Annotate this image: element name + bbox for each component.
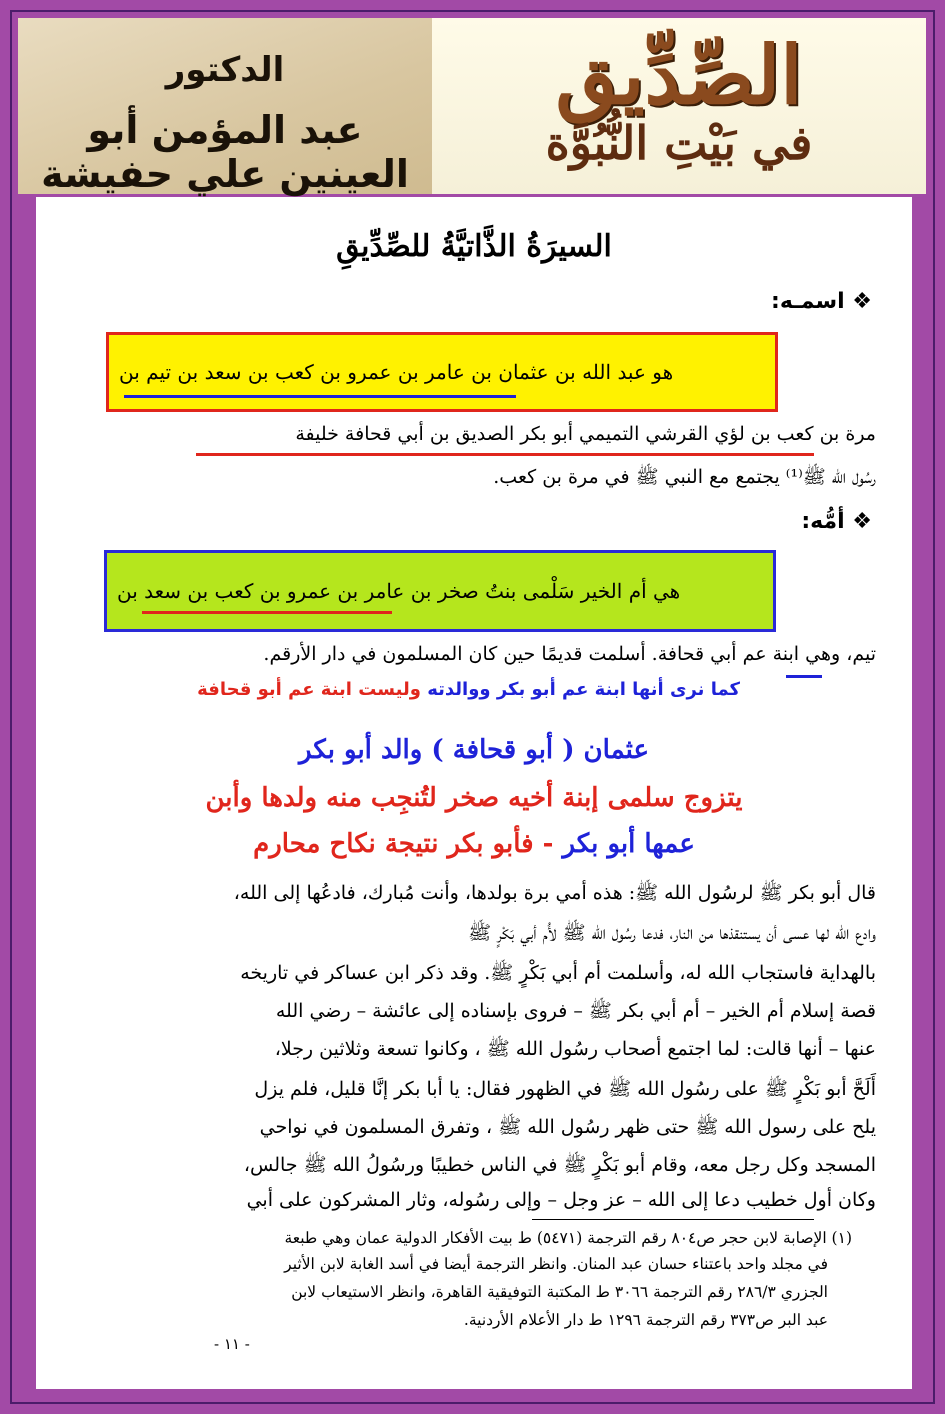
name-section-label: ❖ اسمـه: [771, 289, 872, 314]
book-title-banner [432, 18, 926, 194]
body-line-2: وادع الله لها عسى أن يستنقذها من النار، فدعا رسُول الله ﷺ لأُم أبي بَكْرٍ ﷺ [468, 922, 876, 944]
body-line-1: قال أبو بكر ﷺ لرسُول الله ﷺ: هذه أمي برة بولدها، وأنت مُبارك، فادعُها إلى الله، [233, 882, 876, 904]
body-line-4: قصة إسلام أم الخير – أم أبي بكر ﷺ – فروى بإسناده إلى عائشة – رضي الله [275, 1000, 876, 1022]
body-line-9: وكان أول خطيب دعا إلى الله – عز وجل – وإلى رسُوله، وثار المشركون على أبي [246, 1189, 876, 1211]
name-box-text: هو عبد الله بن عثمان بن عامر بن عمرو بن كعب بن سعد بن تيم بن [119, 360, 674, 384]
page-title: السيرَةُ الذَّاتيَّةُ للصِّدِّيقِ [336, 229, 612, 264]
name-underline [124, 395, 516, 398]
page-number: - ١١ - [214, 1335, 250, 1353]
footnote-line-1: (١) الإصابة لابن حجر ص٨٠٤ رقم الترجمة (٥٤٧١) ط بيت الأفكار الدولية عمان وهي طبعة [284, 1229, 852, 1247]
name-line-2-underline [196, 453, 814, 456]
mother-line-2: تيم، وهي ابنة عم أبي قحافة. أسلمت قديمًا حين كان المسلمون في دار الأرقم. [263, 643, 876, 665]
commentary-line-1-text: عثمان ( أبو قحافة ) والد أبو بكر [299, 735, 649, 765]
document-page [36, 197, 912, 1389]
commentary-line-1 [36, 735, 912, 765]
mother-box-text: هي أم الخير سَلْمى بنتُ صخر بن عامر بن عمرو بن كعب بن سعد بن [117, 579, 681, 603]
book-title-main: الصِّدِّيق [555, 28, 803, 122]
footnote-line-2: في مجلد واحد باعتناء حسان عبد المنان. وانظر الترجمة أيضا في أسد الغابة لابن الأثير [284, 1255, 828, 1273]
mother-note-part-1: كما نرى أنها ابنة عم أبو بكر ووالدته [420, 679, 740, 700]
body-line-6: أَلَحَّ أبو بَكْرٍ ﷺ على رسُول الله ﷺ في الظهور فقال: يا أبا بكر إنَّا قليل، فلم يزل [254, 1078, 876, 1100]
body-line-5: عنها – أنها قالت: لما اجتمع أصحاب رسُول الله ﷺ ، وكانوا تسعة وثلاثين رجلا، [274, 1038, 876, 1060]
commentary-line-3-part-1: عمها أبو بكر [562, 829, 695, 859]
footnote-separator [532, 1219, 814, 1220]
author-name: عبد المؤمن أبو العينين علي حفيشة [41, 108, 409, 196]
name-line-2: مرة بن كعب بن لؤي القرشي التميمي أبو بكر الصديق بن أبي قحافة خليفة [295, 423, 876, 445]
body-line-7: يلح على رسول الله ﷺ حتى ظهر رسُول الله ﷺ ، وتفرق المسلمون في نواحي [259, 1116, 876, 1138]
name-highlight-box [106, 332, 778, 412]
mother-note-part-2: وليست ابنة عم أبو قحافة [197, 679, 421, 700]
mother-underline [142, 611, 392, 614]
commentary-line-3-part-2: - فأبو بكر نتيجة نكاح محارم [253, 829, 563, 859]
body-line-8: المسجد وكل رجل معه، وقام أبو بَكْرٍ ﷺ في الناس خطيبًا ورسُولُ الله ﷺ جالس، [243, 1154, 876, 1176]
footnote-line-4: عبد البر ص٣٧٣ رقم الترجمة ١٢٩٦ ط دار الأعلام الأردنية. [463, 1311, 828, 1329]
name-line-3: رسُول الله ﷺ⁽¹⁾ يجتمع مع النبي ﷺ في مرة بن كعب. [493, 466, 876, 488]
mother-line-2-underline [786, 675, 822, 678]
author-banner [18, 18, 432, 194]
body-line-3: بالهداية فاستجاب الله له، وأسلمت أم أبي بَكْرٍ ﷺ. وقد ذكر ابن عساكر في تاريخه [240, 962, 876, 984]
mother-note [197, 679, 740, 700]
mother-section-label: ❖ أمُّه: [801, 509, 872, 534]
book-title-sub: في بَيْتِ النُّبُوَّة [545, 116, 813, 170]
footnote-line-3: الجزري ٢٨٦/٣ رقم الترجمة ٣٠٦٦ ط المكتبة التوفيقية القاهرة، وانظر الاستيعاب لابن [291, 1283, 828, 1301]
author-title: الدكتور [165, 50, 285, 90]
commentary-line-2: يتزوج سلمى إبنة أخيه صخر لتُنجِب منه ولدها وأبن [205, 783, 743, 813]
commentary-line-3 [36, 829, 912, 859]
mother-highlight-box [104, 550, 776, 632]
